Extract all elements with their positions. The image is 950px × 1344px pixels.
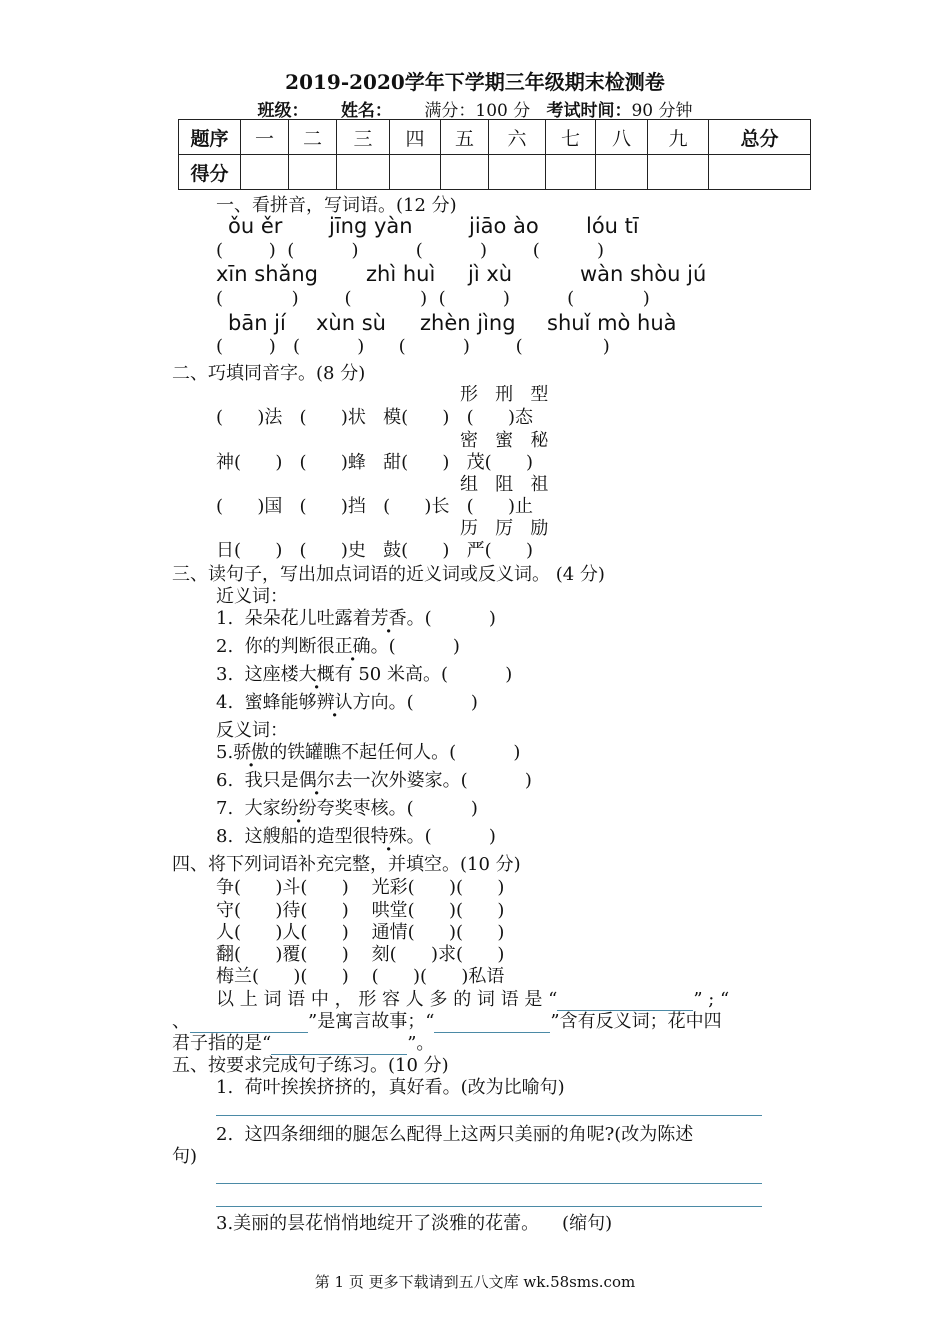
section2-heading: 二、巧填同音字。(8 分) — [172, 363, 366, 384]
homophone-line[interactable]: ( )国 ( )挡 ( )长 ( )止 — [216, 496, 533, 517]
page-footer: 第 1 页 更多下载请到五八文库 wk.58sms.com — [314, 1273, 636, 1291]
answer-brackets[interactable]: ( ) ( ) ( ) ( ) — [216, 240, 605, 261]
time-value: 90 分钟 — [631, 101, 693, 121]
sentence-item[interactable]: 8. 这艘船的造型很特殊。( ) — [216, 826, 496, 847]
dotted-word: 偶尔 — [298, 770, 335, 791]
idiom-row[interactable]: 争( )斗( ) 光彩( )( ) — [216, 877, 505, 898]
score-cell-input[interactable] — [709, 155, 811, 190]
homophone-chars: 形 刑 型 — [460, 384, 549, 405]
score-cell-input[interactable] — [546, 155, 596, 190]
full-score: 满分：100 分 — [424, 101, 531, 121]
synonym-label: 近义词： — [216, 586, 288, 607]
name-label: 姓名： — [340, 101, 392, 121]
idiom-row[interactable]: 翻( )覆( ) 刻( )求( ) — [216, 944, 505, 965]
answer-line[interactable] — [216, 1206, 762, 1207]
score-cell-input[interactable] — [441, 155, 489, 190]
pinyin-item: shuǐ mò huà — [547, 311, 677, 335]
score-cell-input[interactable] — [241, 155, 289, 190]
pinyin-item: zhì huì — [366, 262, 436, 286]
idiom-row[interactable]: 守( )待( ) 哄堂( )( ) — [216, 900, 505, 921]
score-cell-header: 八 — [596, 120, 648, 155]
answer-blank[interactable] — [434, 1011, 550, 1033]
score-cell-header: 四 — [390, 120, 441, 155]
score-cell-label: 题序 — [179, 120, 241, 155]
homophone-line[interactable]: 神( ) ( )蜂 甜( ) 茂( ) — [216, 452, 533, 473]
pinyin-item: jiāo ào — [469, 214, 539, 238]
homophone-line[interactable]: 日( ) ( )史 鼓( ) 严( ) — [216, 540, 533, 561]
dotted-word: 芳香 — [370, 608, 407, 629]
score-cell-header: 一 — [241, 120, 289, 155]
dotted-word: 辨认 — [316, 692, 353, 713]
pinyin-item: jì xù — [468, 262, 513, 286]
answer-line[interactable] — [216, 1115, 762, 1116]
exercise-q2-cont: 句) — [172, 1146, 198, 1167]
section5-heading: 五、按要求完成句子练习。(10 分) — [172, 1055, 449, 1076]
score-cell-header: 二 — [289, 120, 337, 155]
homophone-chars: 密 蜜 秘 — [460, 430, 549, 451]
score-cell-input[interactable] — [289, 155, 337, 190]
score-cell-total: 总分 — [709, 120, 811, 155]
score-cell-input[interactable] — [337, 155, 390, 190]
exam-title: 2019-2020学年下学期三年级期末检测卷 — [285, 70, 665, 94]
antonym-label: 反义词： — [216, 720, 288, 741]
pinyin-item: xīn shǎng — [216, 262, 319, 286]
exercise-q1: 1. 荷叶挨挨挤挤的，真好看。(改为比喻句) — [216, 1077, 565, 1098]
exercise-q3: 3.美丽的昙花悄悄地绽开了淡雅的花蕾。 (缩句) — [216, 1213, 613, 1234]
sentence-item[interactable]: 5.骄傲的铁罐瞧不起任何人。( ) — [216, 742, 521, 763]
score-table-score-row — [179, 155, 811, 190]
dotted-word: 正确 — [334, 636, 371, 657]
exercise-q2: 2. 这四条细细的腿怎么配得上这两只美丽的角呢?(改为陈述 — [216, 1124, 694, 1145]
dotted-word: 骄傲 — [233, 742, 270, 763]
section3-heading: 三、读句子，写出加点词语的近义词或反义词。 (4 分) — [172, 564, 605, 585]
pinyin-item: jīng yàn — [329, 214, 413, 238]
fill-line-1: 以 上 词 语 中 ， 形 容 人 多 的 词 语 是 “ ” ; “ — [216, 989, 730, 1010]
score-cell-input[interactable] — [489, 155, 546, 190]
pinyin-item: lóu tī — [586, 214, 639, 238]
pinyin-item: bān jí — [228, 311, 286, 335]
score-cell-label: 得分 — [179, 155, 241, 190]
answer-brackets[interactable]: ( ) ( ) ( ) ( ) — [216, 336, 610, 357]
pinyin-item: zhèn jìng — [420, 311, 516, 335]
dotted-word: 纷纷 — [280, 798, 317, 819]
exam-meta — [0, 96, 950, 121]
dotted-word: 特殊 — [370, 826, 407, 847]
homophone-chars: 历 厉 励 — [460, 518, 549, 539]
fill-line-3: 君子指的是“ ”。 — [172, 1033, 435, 1054]
idiom-row[interactable]: 梅兰( )( ) ( )( )私语 — [216, 966, 505, 987]
score-cell-header: 五 — [441, 120, 489, 155]
pinyin-item: ǒu ěr — [228, 214, 283, 238]
sentence-item[interactable]: 2. 你的判断很正确。( ) — [216, 636, 460, 657]
sentence-item[interactable]: 7. 大家纷纷夸奖枣核。( ) — [216, 798, 478, 819]
score-cell-input[interactable] — [390, 155, 441, 190]
answer-line[interactable] — [216, 1183, 762, 1184]
score-table-header-row — [179, 120, 811, 155]
sentence-item[interactable]: 1. 朵朵花儿吐露着芳香。( ) — [216, 608, 496, 629]
pinyin-item: wàn shòu jú — [580, 262, 707, 286]
class-label: 班级： — [257, 101, 309, 121]
time-label: 考试时间： — [546, 101, 632, 121]
score-cell-input[interactable] — [596, 155, 648, 190]
score-cell-input[interactable] — [648, 155, 709, 190]
score-cell-header: 七 — [546, 120, 596, 155]
score-cell-header: 六 — [489, 120, 546, 155]
sentence-item[interactable]: 6. 我只是偶尔去一次外婆家。( ) — [216, 770, 532, 791]
answer-brackets[interactable]: ( ) ( ) ( ) ( ) — [216, 288, 650, 309]
score-cell-header: 九 — [648, 120, 709, 155]
homophone-line[interactable]: ( )法 ( )状 模( ) ( )态 — [216, 407, 533, 428]
homophone-chars: 组 阻 祖 — [460, 474, 549, 495]
score-cell-header: 三 — [337, 120, 390, 155]
dotted-word: 大概 — [298, 664, 335, 685]
pinyin-item: xùn sù — [316, 311, 386, 335]
score-table — [178, 119, 811, 190]
section1-heading: 一、看拼音，写词语。(12 分) — [216, 195, 457, 216]
fill-line-2: 、 ”是寓言故事；“ ”含有反义词；花中四 — [172, 1011, 722, 1032]
idiom-row[interactable]: 人( )人( ) 通情( )( ) — [216, 922, 505, 943]
sentence-item[interactable]: 4. 蜜蜂能够辨认方向。( ) — [216, 692, 478, 713]
sentence-item[interactable]: 3. 这座楼大概有 50 米高。( ) — [216, 664, 513, 685]
section4-heading: 四、将下列词语补充完整，并填空。(10 分) — [172, 854, 521, 875]
